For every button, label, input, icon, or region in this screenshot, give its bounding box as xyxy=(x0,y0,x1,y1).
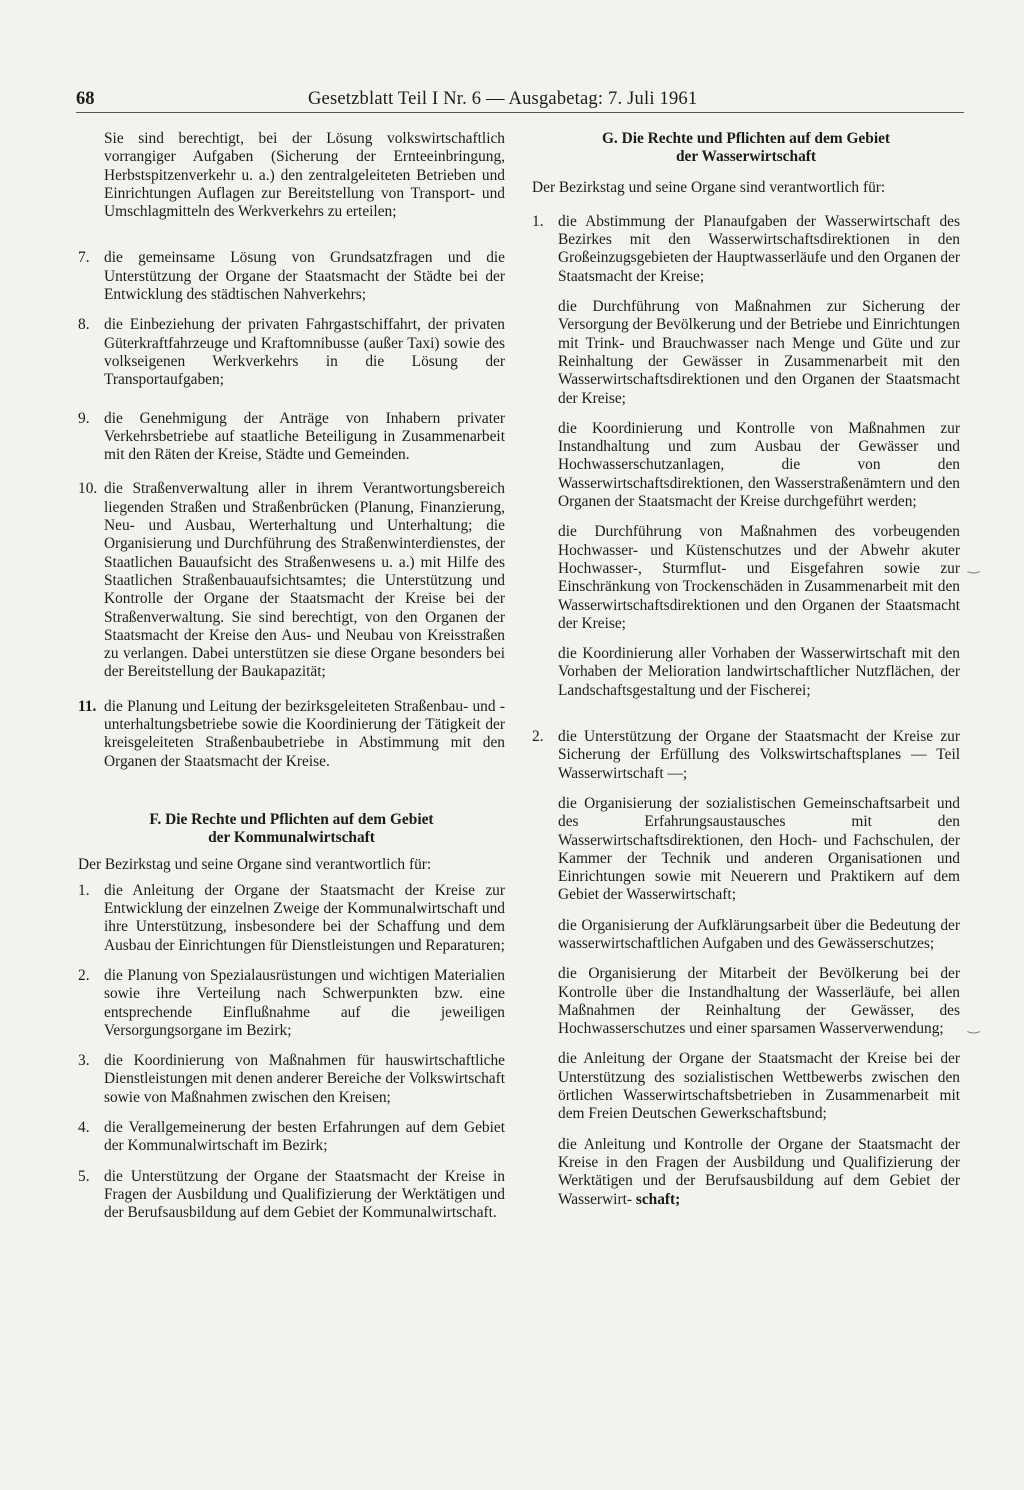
sub-paragraph: die Durchführung von Maßnahmen zur Sicherung der Versorgung der Bevölkerung und der Betriebe und Einrichtungen mit Trink- und Brauchwasser nach Menge und Güte und zur Reinhaltung der Gewässer in Zusammenarbeit mit den Wasserwirtschaftsdirektionen und den Organen der Staatsmacht der Kreise; xyxy=(558,298,960,407)
item-number: 4. xyxy=(78,1119,90,1137)
item-text: die Anleitung der Organe der Staatsmacht der Kreise zur Entwicklung der einzelnen Zweige der Kommunalwirtschaft und ihre Unterstützung, insbesondere bei der Schaffung und dem Ausbau der Einrichtungen für Dienstleistungen und Reparaturen; xyxy=(104,881,505,954)
item-text: die Planung von Spezialausrüstungen und wichtigen Materialien sowie ihre Verteilung nach Schwerpunkten bzw. eine entsprechende Einflußnahme auf die jeweiligen Versorgungsorgane im Bezirk; xyxy=(104,966,505,1039)
sub-paragraph: die Koordinierung aller Vorhaben der Wasserwirtschaft mit den Vorhaben der Melioration landwirtschaftlicher Nutzflächen, der Landschaftsgestaltung und der Fischerei; xyxy=(558,645,960,699)
section-lead: Der Bezirkstag und seine Organe sind verantwortlich für: xyxy=(78,855,432,873)
item-number: 2. xyxy=(532,728,544,746)
item-text: die gemeinsame Lösung von Grundsatzfragen und die Unterstützung der Organe der Staatsmacht der Städte bei der Entwicklung des städtischen Nahverkehrs; xyxy=(104,249,505,304)
item-number: 11. xyxy=(78,697,97,715)
list-item-g1 xyxy=(532,213,960,286)
item-text: die Unterstützung der Organe der Staatsmacht der Kreise in Fragen der Ausbildung und Qualifizierung der Werktätigen und der Berufsausbildung auf dem Gebiet der Kommunalwirtschaft. xyxy=(104,1167,505,1222)
sub-paragraph: die Anleitung der Organe der Staatsmacht der Kreise bei der Unterstützung des sozialistischen Wettbewerbs zwischen den örtlichen Wasserwirtschaftsbetrieben in Zusammenarbeit mit dem Freien Deutschen Gewerkschaftsbund; xyxy=(558,1050,960,1123)
item-text: die Planung und Leitung der bezirksgeleiteten Straßenbau- und -unterhaltungsbetriebe sowie die Koordinierung der Tätigkeit der kreisgeleiteten Straßenbaubetriebe in Abstimmung mit den Organen der Staatsmacht der Kreise. xyxy=(104,697,505,770)
list-item-f2 xyxy=(78,967,505,1040)
list-item-f1 xyxy=(78,882,505,955)
item-text: die Straßenverwaltung aller in ihrem Verantwortungsbereich liegenden Straßen und Straßenbrücken (Planung, Finanzierung, Neu- und Ausbau, Werterhaltung und Unterhaltung; die Organisierung und Durchführung des Straßenwinterdienstes, der Staatlichen Bauaufsicht des Straßenwesens u. a.) mit Hilfe des Staatlichen Straßenbauaufsichtsamtes; die Unterstützung und Kontrolle der Organe der Staatsmacht der Kreise bei der Straßenverwaltung. Sie sind berechtigt, von den Organen der Staatsmacht der Kreise den Aus- und Neubau von Kreisstraßen zu verlangen. Dabei unterstützen sie diese Organe besonders bei der Bereitstellung der Baukapazität; xyxy=(104,480,505,681)
section-heading-line1: F. Die Rechte und Pflichten auf dem Gebiet xyxy=(149,810,434,828)
item-number: 1. xyxy=(532,212,544,230)
sub-paragraph: die Durchführung von Maßnahmen des vorbeugenden Hochwasser- und Küstenschutzes und der Abwehr akuter Hochwasser-, Sturmflut- und Eisgefahren sowie zur Einschränkung von Trockenschäden in Zusammenarbeit mit den Wasserwirtschaftsdirektionen und den Organen der Staatsmacht der Kreise; xyxy=(558,523,960,632)
sub-paragraph: die Organisierung der Aufklärungsarbeit über die Bedeutung der wasserwirtschaftlichen Aufgaben und des Gewässerschutzes; xyxy=(558,916,960,952)
section-heading-line1: G. Die Rechte und Pflichten auf dem Gebiet xyxy=(601,130,891,147)
item-number: 3. xyxy=(78,1052,90,1070)
list-item-8 xyxy=(78,316,505,389)
item-text: die Genehmigung der Anträge von Inhabern privater Verkehrsbetriebe auf staatliche Beteiligung in Zusammenarbeit mit den Räten der Kreise, Städte und Gemeinden. xyxy=(104,409,505,464)
right-column xyxy=(532,130,960,1209)
item-text: die Verallgemeinerung der besten Erfahrungen auf dem Gebiet der Kommunalwirtschaft im Bezirk; xyxy=(104,1119,505,1155)
item-number: 1. xyxy=(78,881,90,899)
sub-paragraph: die Organisierung der Mitarbeit der Bevölkerung bei der Kontrolle über die Instandhaltung der Wasserläufe, bei allen Maßnahmen der Reinhaltung der Gewässer, des Hochwasserschutzes und einer sparsamen Wasserverwendung; xyxy=(558,965,960,1038)
item-text: die Unterstützung der Organe der Staatsmacht der Kreise zur Sicherung der Erfüllung des Volkswirtschaftsplanes — Teil Wasserwirtschaft —; xyxy=(558,728,960,782)
gazette-title: Gesetzblatt Teil I Nr. 6 — Ausgabetag: 7. Juli 1961 xyxy=(308,89,698,109)
item-number: 9. xyxy=(78,409,90,427)
item-text: die Koordinierung von Maßnahmen für hauswirtschaftliche Dienstleistungen mit denen anderer Bereiche der Volkswirtschaft sowie von Maßnahmen zwischen den Kreisen; xyxy=(104,1052,505,1106)
list-item-f5 xyxy=(78,1168,505,1223)
sub-paragraph: die Organisierung der sozialistischen Gemeinschaftsarbeit und des Erfahrungsaustausches mit den Wasserwirtschaftsdirektionen, den Hoch- und Fachschulen, der Kammer der Technik und anderen Organisationen und Einrichtungen sowie mit Neuerern und Praktikern auf dem Gebiet der Wasserwirtschaft; xyxy=(558,794,960,904)
item-text: die Abstimmung der Planaufgaben der Wasserwirtschaft des Bezirkes mit den Wasserwirtschaftsdirektionen in den Großeinzugsgebieten der Hauptwasserläufe und den Organen der Staatsmacht der Kreise; xyxy=(558,212,960,285)
sub-paragraph-last xyxy=(558,1136,960,1209)
page-number: 68 xyxy=(76,89,95,109)
list-item-f3 xyxy=(78,1052,505,1107)
margin-mark: ‿ xyxy=(968,1019,980,1034)
sub-paragraph: die Koordinierung und Kontrolle von Maßnahmen zur Instandhaltung und zum Ausbau der Gewässer und Hochwasserschutzanlagen, die von den Wasserwirtschaftsdirektionen, den Wasserstraßenämtern und den Organen der Staatsmacht der Kreise durchgeführt werden; xyxy=(558,419,960,511)
page-header xyxy=(76,88,964,113)
list-item-9 xyxy=(78,410,505,465)
margin-mark: ‿ xyxy=(968,559,980,574)
item-number: 7. xyxy=(78,249,90,267)
paragraph-continuation: Sie sind berechtigt, bei der Lösung volkswirtschaftlich vorrangiger Aufgaben (Sicherung der Ernteeinbringung, Herbstspitzenverkehr u. a.) den zentralgeleiteten Betrieben und Einrichtungen Auflagen zur Bereitstellung von Transport- und Umschlagmitteln des Werkverkehrs zu erteilen; xyxy=(104,130,505,221)
section-f xyxy=(78,811,505,1223)
list-item-7 xyxy=(78,249,505,304)
item-number: 5. xyxy=(78,1167,90,1185)
sub-paragraph-end: schaft; xyxy=(635,1190,681,1208)
left-column xyxy=(78,130,505,1223)
item-number: 8. xyxy=(78,316,90,334)
section-heading-line2: der Kommunalwirtschaft xyxy=(208,829,375,847)
list-item-f4 xyxy=(78,1119,505,1156)
section-heading-line2: der Wasserwirtschaft xyxy=(675,148,817,166)
item-text: die Einbeziehung der privaten Fahrgastschiffahrt, der privaten Güterkraftfahrzeuge und Kraftomnibusse (außer Taxi) sowie des volkseigenen Werkverkehrs in die Lösung der Transportaufgaben; xyxy=(104,316,505,389)
item-number: 10. xyxy=(78,480,98,498)
item-number: 2. xyxy=(78,966,90,984)
section-lead: Der Bezirkstag und seine Organe sind verantwortlich für: xyxy=(532,178,886,196)
sub-paragraph-text: die Anleitung und Kontrolle der Organe der Staatsmacht der Kreise in den Fragen der Ausbildung und Qualifizierung der Werktätigen und der Berufsausbildung auf dem Gebiet der Wasserwirt- xyxy=(558,1135,960,1208)
list-item-11 xyxy=(78,698,505,771)
list-item-g2 xyxy=(532,728,960,783)
list-item-10 xyxy=(78,480,505,681)
